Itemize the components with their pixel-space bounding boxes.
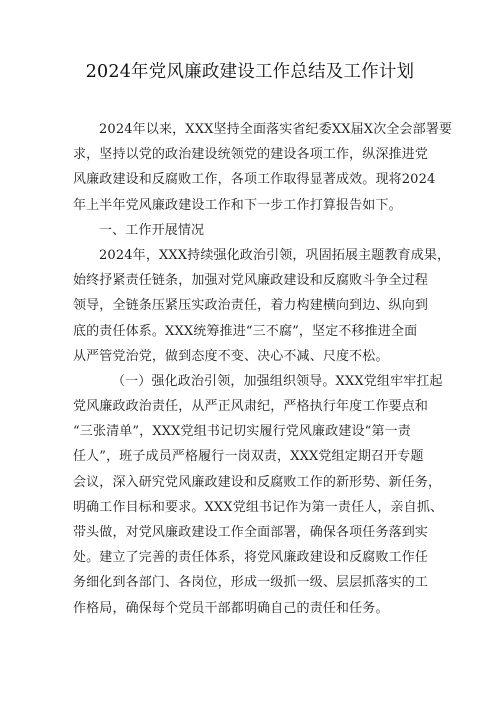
paragraph-line: 从严管党治党，做到态度不变、决心不减、尺度不松。	[73, 348, 389, 364]
section-heading: 一、工作开展情况	[99, 222, 205, 238]
paragraph-line: 风廉政建设和反腐败工作，各项工作取得显著成效。现将2024	[73, 172, 436, 188]
paragraph-line: 年上半年党风廉政建设工作和下一步工作打算报告如下。	[73, 197, 402, 213]
paragraph-line: 处。建立了完善的责任体系，将党风廉政建设和反腐败工作任	[73, 550, 429, 566]
paragraph-line: 领导，全链条压紧压实政治责任，着力构建横向到边、纵向到	[73, 298, 429, 314]
paragraph-line: 明确工作目标和要求。XXX党组书记作为第一责任人，亲自抓、	[73, 499, 444, 515]
paragraph-line: 会议，深入研究党风廉政建设和反腐败工作的新形势、新任务，	[73, 474, 442, 490]
paragraph-line: 务细化到各部门、各岗位，形成一级抓一级、层层抓落实的工	[73, 575, 429, 591]
subsection-line: （一）强化政治引领，加强组织领导。XXX党组牢牢扛起	[112, 373, 443, 389]
paragraph-line: 党风廉政政治责任，从严正风肃纪，严格执行年度工作要点和	[73, 399, 429, 415]
paragraph-line: 2024年，XXX持续强化政治引领，巩固拓展主题教育成果，	[99, 247, 451, 263]
document-title: 2024年党风廉政建设工作总结及工作计划	[85, 62, 415, 82]
paragraph-line: 任人”，班子成员严格履行一岗双责，XXX党组定期召开专题	[73, 449, 424, 465]
paragraph-line: 始终抒紧责任链条，加强对党风廉政建设和反腐败斗争全过程	[73, 273, 429, 289]
paragraph-line: 2024年以来，XXX坚持全面落实省纪委XX届X次全会部署要	[99, 122, 453, 137]
paragraph-line: 作格局，确保每个党员干部都明确自己的责任和任务。	[73, 600, 389, 616]
paragraph-line: “三张清单”，XXX党组书记切实履行党风廉政建设“第一责	[73, 424, 411, 440]
paragraph-line: 底的责任体系。XXX统筹推进“三不腐”，坚定不移推进全面	[73, 323, 418, 339]
paragraph-line: 求，坚持以党的政治建设统领党的建设各项工作，纵深推进党	[73, 147, 429, 163]
paragraph-line: 带头做，对党风廉政建设工作全面部署，确保各项任务落到实	[73, 525, 429, 540]
document-body	[73, 117, 453, 621]
